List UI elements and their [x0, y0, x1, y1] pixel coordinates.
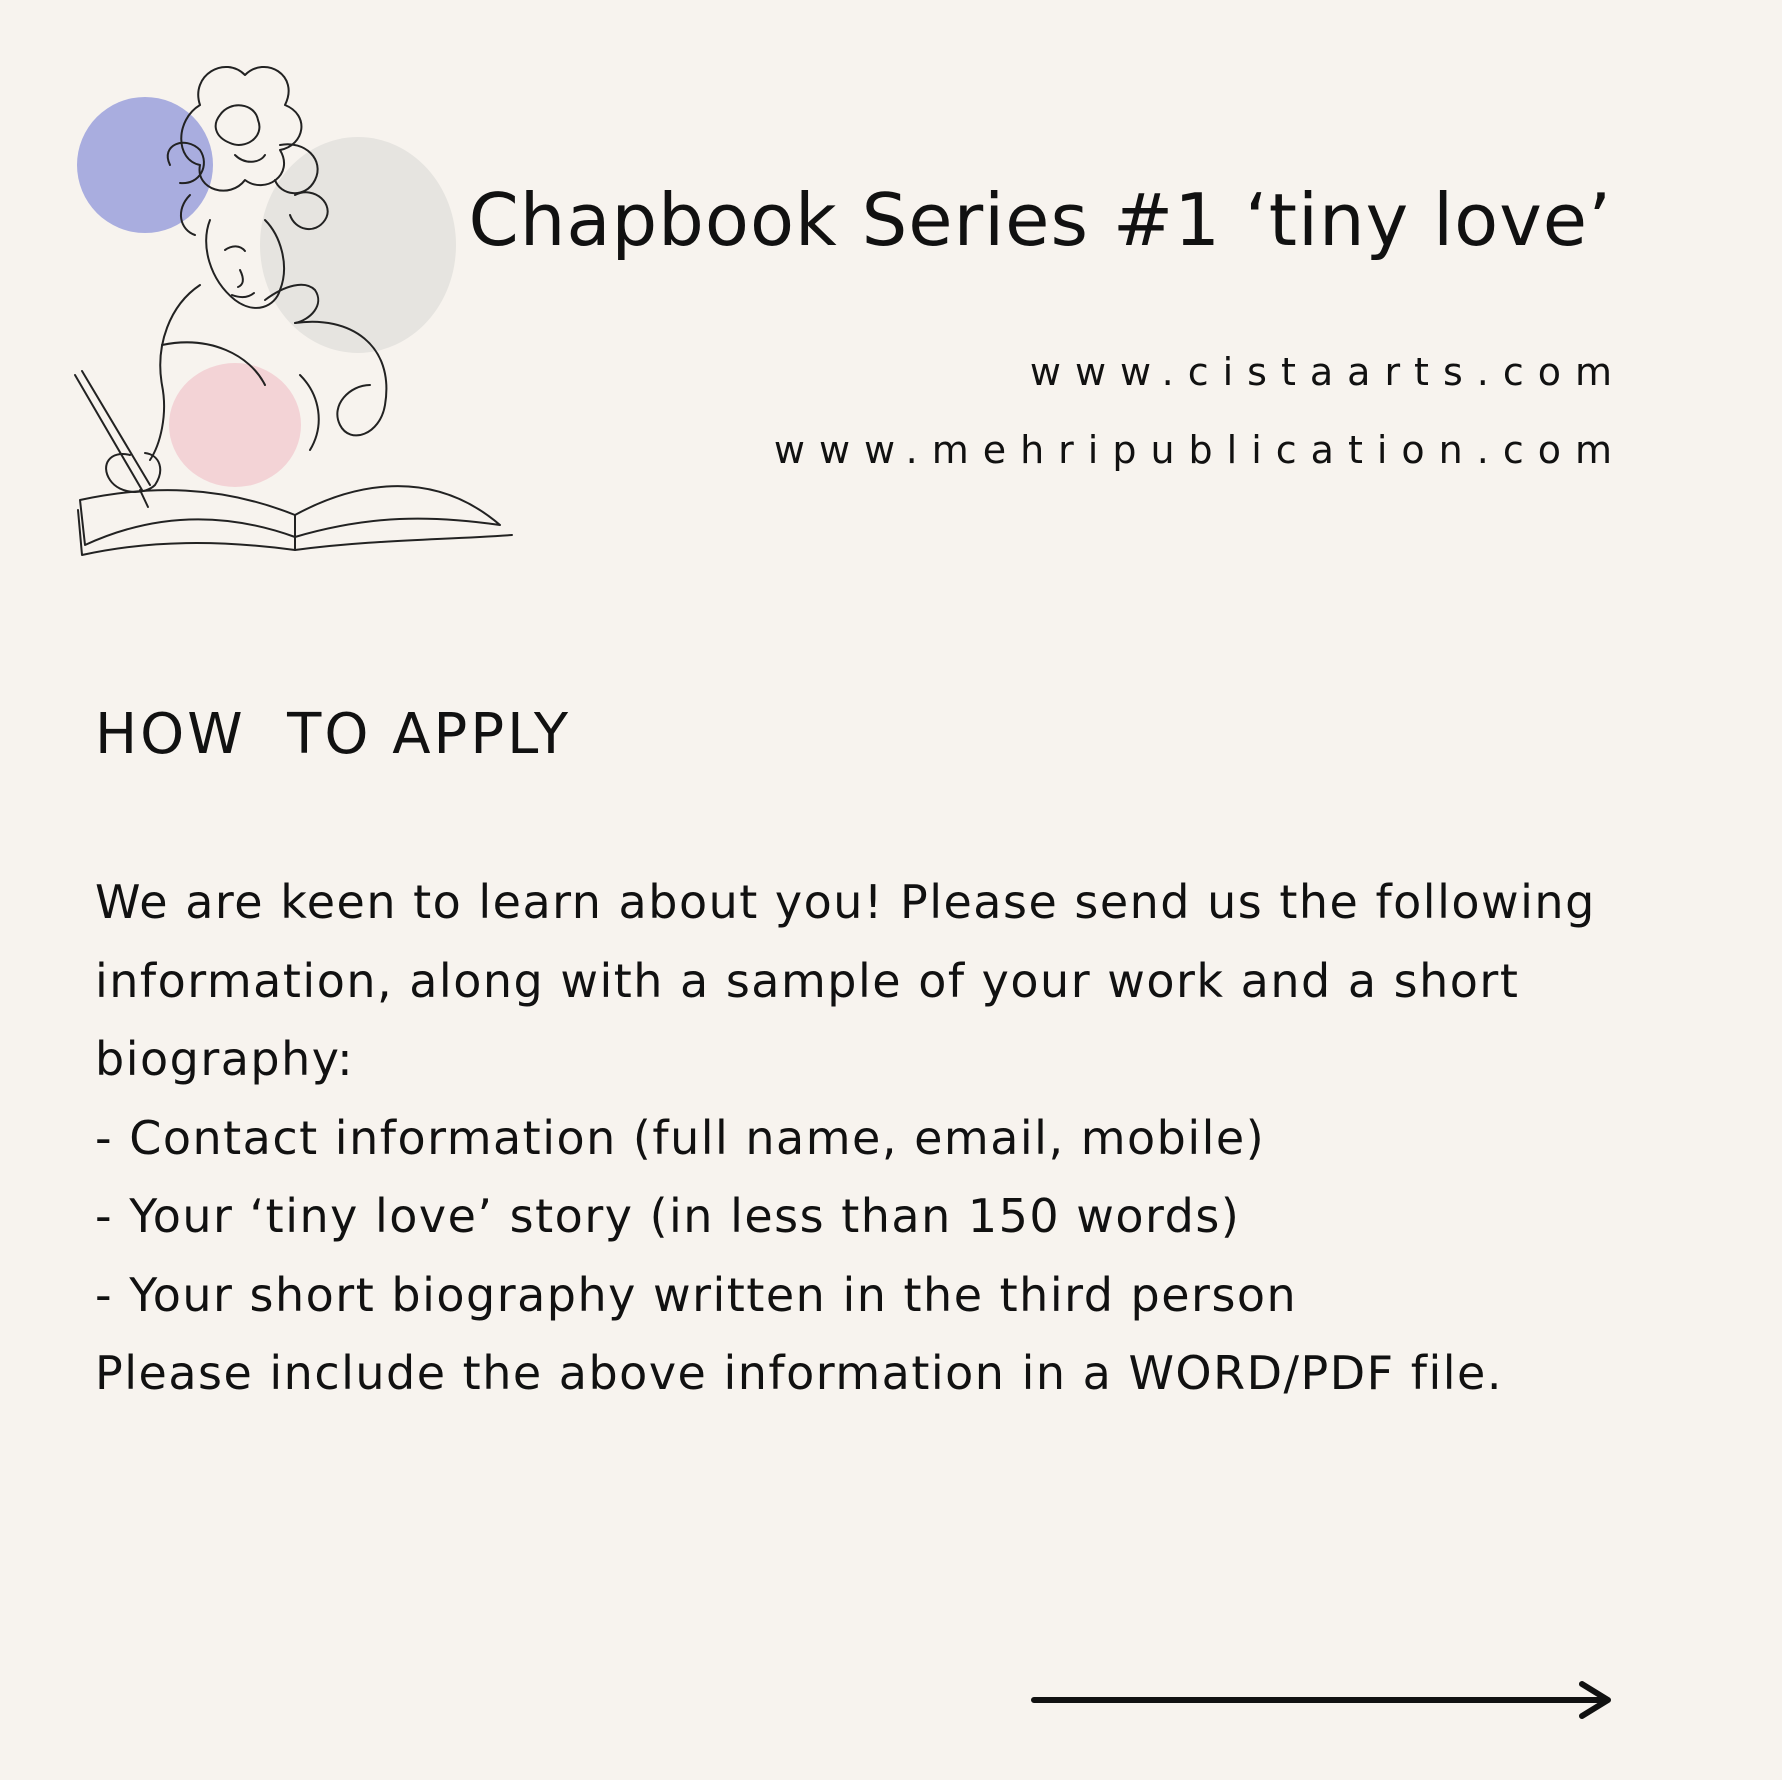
website-link-cistaarts[interactable]: www.cistaarts.com [1029, 350, 1626, 394]
gray-blob [260, 137, 456, 353]
woman-writing-illustration [50, 45, 570, 575]
closing-note: Please include the above information in a WORD/PDF file. [95, 1346, 1503, 1400]
intro-paragraph: We are keen to learn about you! Please send us the following information, along with a sample of your work and a short biography: [95, 875, 1596, 1086]
list-item: - Your ‘tiny love’ story (in less than 150 words) [95, 1189, 1241, 1243]
application-instructions [95, 863, 1655, 1413]
blue-blob [77, 97, 213, 233]
list-item: - Contact information (full name, email, mobile) [95, 1110, 1266, 1165]
list-item: - Your short biography written in the third person [95, 1267, 1298, 1322]
website-link-mehripublication[interactable]: www.mehripublication.com [773, 428, 1626, 472]
page-title: Chapbook Series #1 ‘tiny love’ [468, 178, 1612, 262]
section-heading: HOW TO APPLY [95, 702, 572, 767]
right-arrow-icon[interactable] [1030, 1680, 1615, 1720]
pink-blob [169, 363, 301, 487]
